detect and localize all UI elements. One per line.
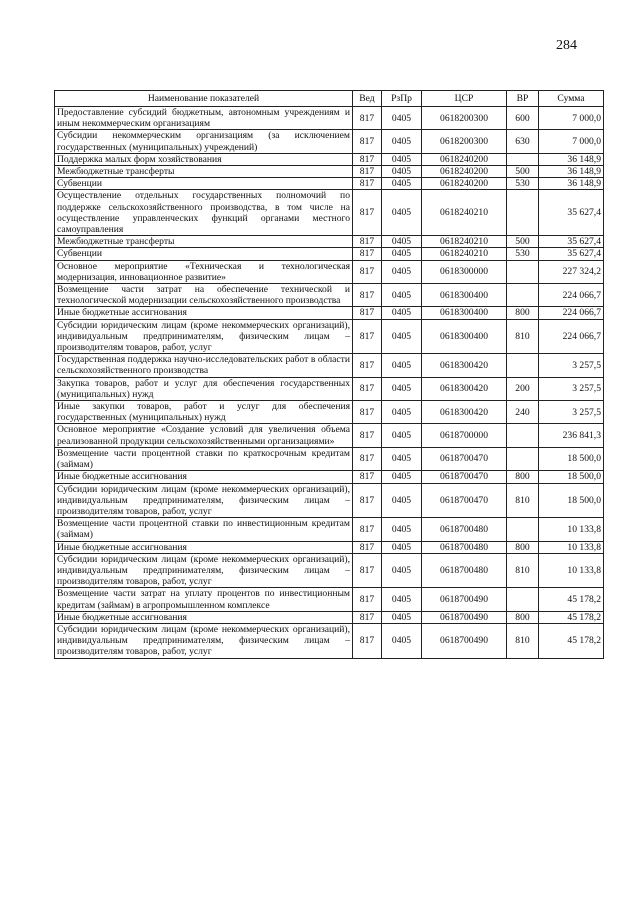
- cell-vr: [507, 588, 539, 611]
- table-row: [55, 483, 604, 518]
- cell-csr: 0618700470: [422, 483, 507, 518]
- cell-rzpr: 0405: [382, 178, 422, 190]
- cell-ved: 817: [353, 153, 382, 165]
- cell-sum: 45 178,2: [539, 623, 604, 658]
- header-rzpr: РзПр: [382, 91, 422, 107]
- cell-name: Закупка товаров, работ и услуг для обеспечения государственных (муниципальных) нужд: [55, 377, 353, 400]
- cell-ved: 817: [353, 377, 382, 400]
- cell-rzpr: 0405: [382, 130, 422, 153]
- cell-rzpr: 0405: [382, 307, 422, 319]
- cell-name: Возмещение части затрат на обеспечение технической и технологической модернизации сельскохозяйственного производства: [55, 284, 353, 307]
- cell-ved: 817: [353, 401, 382, 424]
- table-row: [55, 319, 604, 354]
- cell-name: Межбюджетные трансферты: [55, 236, 353, 248]
- cell-csr: 0618300400: [422, 319, 507, 354]
- cell-ved: 817: [353, 236, 382, 248]
- cell-rzpr: 0405: [382, 471, 422, 483]
- cell-ved: 817: [353, 588, 382, 611]
- cell-name: Осуществление отдельных государственных полномочий по поддержке сельскохозяйственного производства, в том числе на осуществление управленческих функций органами местного самоуправления: [55, 190, 353, 236]
- cell-name: Межбюджетные трансферты: [55, 166, 353, 178]
- cell-ved: 817: [353, 424, 382, 447]
- cell-ved: 817: [353, 541, 382, 553]
- cell-ved: 817: [353, 447, 382, 470]
- table-row: [55, 236, 604, 248]
- cell-sum: 10 133,8: [539, 541, 604, 553]
- table-row: [55, 130, 604, 153]
- cell-sum: 3 257,5: [539, 401, 604, 424]
- cell-sum: 18 500,0: [539, 483, 604, 518]
- cell-sum: 35 627,4: [539, 190, 604, 236]
- cell-rzpr: 0405: [382, 541, 422, 553]
- cell-sum: 224 066,7: [539, 307, 604, 319]
- cell-ved: 817: [353, 623, 382, 658]
- cell-csr: 0618700480: [422, 541, 507, 553]
- cell-ved: 817: [353, 483, 382, 518]
- cell-name: Государственная поддержка научно-исследовательских работ в области сельскохозяйственного производства: [55, 354, 353, 377]
- cell-ved: 817: [353, 178, 382, 190]
- cell-name: Основное мероприятие «Создание условий для увеличения объема реализованной продукции сельскохозяйственными организациями»: [55, 424, 353, 447]
- cell-vr: 240: [507, 401, 539, 424]
- cell-sum: 7 000,0: [539, 130, 604, 153]
- table-row: [55, 107, 604, 130]
- cell-sum: 10 133,8: [539, 553, 604, 588]
- cell-rzpr: 0405: [382, 236, 422, 248]
- cell-sum: 224 066,7: [539, 284, 604, 307]
- cell-vr: 800: [507, 611, 539, 623]
- table-row: [55, 518, 604, 541]
- cell-rzpr: 0405: [382, 190, 422, 236]
- cell-ved: 817: [353, 471, 382, 483]
- page-number: 284: [556, 38, 577, 53]
- cell-name: Возмещение части затрат на уплату процентов по инвестиционным кредитам (займам) в агропромышленном комплексе: [55, 588, 353, 611]
- cell-name: Иные бюджетные ассигнования: [55, 471, 353, 483]
- table-row: [55, 248, 604, 260]
- cell-name: Субсидии юридическим лицам (кроме некоммерческих организаций), индивидуальным предпринимателям, физическим лицам – производителям товаров, работ, услуг: [55, 623, 353, 658]
- cell-vr: [507, 284, 539, 307]
- cell-name: Субсидии некоммерческим организациям (за исключением государственных (муниципальных) учреждений): [55, 130, 353, 153]
- cell-name: Поддержка малых форм хозяйствования: [55, 153, 353, 165]
- cell-name: Иные бюджетные ассигнования: [55, 541, 353, 553]
- cell-csr: 0618240210: [422, 190, 507, 236]
- cell-vr: [507, 518, 539, 541]
- cell-rzpr: 0405: [382, 424, 422, 447]
- cell-name: Субсидии юридическим лицам (кроме некоммерческих организаций), индивидуальным предпринимателям, физическим лицам – производителям товаров, работ, услуг: [55, 553, 353, 588]
- cell-csr: 0618300000: [422, 260, 507, 283]
- table-row: [55, 424, 604, 447]
- cell-sum: 35 627,4: [539, 236, 604, 248]
- header-ved: Вед: [353, 91, 382, 107]
- cell-csr: 0618300420: [422, 354, 507, 377]
- header-sum: Сумма: [539, 91, 604, 107]
- cell-rzpr: 0405: [382, 518, 422, 541]
- cell-name: Возмещение части процентной ставки по инвестиционным кредитам (займам): [55, 518, 353, 541]
- cell-vr: 810: [507, 623, 539, 658]
- cell-csr: 0618300400: [422, 284, 507, 307]
- cell-rzpr: 0405: [382, 248, 422, 260]
- cell-ved: 817: [353, 248, 382, 260]
- table-row: [55, 284, 604, 307]
- cell-csr: 0618700480: [422, 553, 507, 588]
- cell-csr: 0618300420: [422, 377, 507, 400]
- cell-sum: 18 500,0: [539, 471, 604, 483]
- cell-ved: 817: [353, 190, 382, 236]
- cell-sum: 35 627,4: [539, 248, 604, 260]
- cell-vr: 530: [507, 178, 539, 190]
- table-row: [55, 611, 604, 623]
- cell-sum: 36 148,9: [539, 153, 604, 165]
- cell-rzpr: 0405: [382, 553, 422, 588]
- cell-csr: 0618700470: [422, 471, 507, 483]
- cell-name: Предоставление субсидий бюджетным, автономным учреждениям и иным некоммерческим организациям: [55, 107, 353, 130]
- cell-vr: 810: [507, 319, 539, 354]
- table-row: [55, 377, 604, 400]
- cell-ved: 817: [353, 284, 382, 307]
- cell-name: Субсидии юридическим лицам (кроме некоммерческих организаций), индивидуальным предпринимателям, физическим лицам – производителям товаров, работ, услуг: [55, 483, 353, 518]
- table-row: [55, 190, 604, 236]
- cell-ved: 817: [353, 553, 382, 588]
- cell-rzpr: 0405: [382, 284, 422, 307]
- cell-rzpr: 0405: [382, 354, 422, 377]
- cell-name: Иные закупки товаров, работ и услуг для обеспечения государственных (муниципальных) нужд: [55, 401, 353, 424]
- cell-sum: 36 148,9: [539, 166, 604, 178]
- cell-vr: 600: [507, 107, 539, 130]
- cell-vr: 810: [507, 553, 539, 588]
- cell-csr: 0618700490: [422, 588, 507, 611]
- table-row: [55, 166, 604, 178]
- header-name: Наименование показателей: [55, 91, 353, 107]
- cell-csr: 0618240200: [422, 166, 507, 178]
- cell-ved: 817: [353, 107, 382, 130]
- cell-ved: 817: [353, 260, 382, 283]
- cell-rzpr: 0405: [382, 401, 422, 424]
- cell-vr: [507, 260, 539, 283]
- cell-name: Субсидии юридическим лицам (кроме некоммерческих организаций), индивидуальным предпринимателям, физическим лицам – производителям товаров, работ, услуг: [55, 319, 353, 354]
- cell-rzpr: 0405: [382, 153, 422, 165]
- table-row: [55, 447, 604, 470]
- cell-csr: 0618240210: [422, 248, 507, 260]
- cell-vr: 200: [507, 377, 539, 400]
- table-row: [55, 178, 604, 190]
- table-row: [55, 623, 604, 658]
- cell-csr: 0618300400: [422, 307, 507, 319]
- cell-vr: 500: [507, 236, 539, 248]
- cell-csr: 0618700490: [422, 623, 507, 658]
- cell-name: Иные бюджетные ассигнования: [55, 307, 353, 319]
- cell-ved: 817: [353, 354, 382, 377]
- cell-name: Субвенции: [55, 178, 353, 190]
- cell-vr: 800: [507, 471, 539, 483]
- cell-sum: 3 257,5: [539, 354, 604, 377]
- cell-sum: 18 500,0: [539, 447, 604, 470]
- cell-csr: 0618200300: [422, 107, 507, 130]
- cell-sum: 45 178,2: [539, 588, 604, 611]
- cell-csr: 0618300420: [422, 401, 507, 424]
- table-row: [55, 541, 604, 553]
- cell-rzpr: 0405: [382, 260, 422, 283]
- cell-rzpr: 0405: [382, 166, 422, 178]
- cell-sum: 224 066,7: [539, 319, 604, 354]
- cell-rzpr: 0405: [382, 447, 422, 470]
- cell-sum: 36 148,9: [539, 178, 604, 190]
- cell-vr: 530: [507, 248, 539, 260]
- cell-vr: 630: [507, 130, 539, 153]
- cell-sum: 45 178,2: [539, 611, 604, 623]
- cell-rzpr: 0405: [382, 623, 422, 658]
- cell-sum: 227 324,2: [539, 260, 604, 283]
- cell-csr: 0618240200: [422, 153, 507, 165]
- table-row: [55, 354, 604, 377]
- cell-csr: 0618700490: [422, 611, 507, 623]
- table-row: [55, 553, 604, 588]
- cell-rzpr: 0405: [382, 588, 422, 611]
- table-row: [55, 307, 604, 319]
- table-row: [55, 153, 604, 165]
- cell-vr: 810: [507, 483, 539, 518]
- cell-sum: 236 841,3: [539, 424, 604, 447]
- header-csr: ЦСР: [422, 91, 507, 107]
- cell-vr: 800: [507, 541, 539, 553]
- table-row: [55, 471, 604, 483]
- cell-name: Основное мероприятие «Техническая и технологическая модернизация, инновационное развитие»: [55, 260, 353, 283]
- cell-csr: 0618240200: [422, 178, 507, 190]
- table-header-row: [55, 91, 604, 107]
- cell-rzpr: 0405: [382, 107, 422, 130]
- cell-csr: 0618700470: [422, 447, 507, 470]
- table-row: [55, 260, 604, 283]
- cell-sum: 3 257,5: [539, 377, 604, 400]
- cell-rzpr: 0405: [382, 319, 422, 354]
- cell-rzpr: 0405: [382, 611, 422, 623]
- cell-vr: [507, 424, 539, 447]
- cell-csr: 0618200300: [422, 130, 507, 153]
- table-row: [55, 588, 604, 611]
- cell-vr: [507, 354, 539, 377]
- table-row: [55, 401, 604, 424]
- cell-vr: 800: [507, 307, 539, 319]
- cell-rzpr: 0405: [382, 483, 422, 518]
- cell-vr: [507, 190, 539, 236]
- cell-vr: 500: [507, 166, 539, 178]
- cell-sum: 7 000,0: [539, 107, 604, 130]
- cell-ved: 817: [353, 611, 382, 623]
- cell-ved: 817: [353, 518, 382, 541]
- cell-rzpr: 0405: [382, 377, 422, 400]
- cell-sum: 10 133,8: [539, 518, 604, 541]
- budget-table: [54, 90, 604, 659]
- cell-csr: 0618700000: [422, 424, 507, 447]
- cell-name: Иные бюджетные ассигнования: [55, 611, 353, 623]
- table-body: [55, 107, 604, 659]
- cell-ved: 817: [353, 307, 382, 319]
- cell-ved: 817: [353, 319, 382, 354]
- cell-csr: 0618240210: [422, 236, 507, 248]
- cell-csr: 0618700480: [422, 518, 507, 541]
- header-vr: ВР: [507, 91, 539, 107]
- cell-name: Субвенции: [55, 248, 353, 260]
- cell-name: Возмещение части процентной ставки по краткосрочным кредитам (займам): [55, 447, 353, 470]
- cell-vr: [507, 153, 539, 165]
- cell-ved: 817: [353, 130, 382, 153]
- cell-ved: 817: [353, 166, 382, 178]
- cell-vr: [507, 447, 539, 470]
